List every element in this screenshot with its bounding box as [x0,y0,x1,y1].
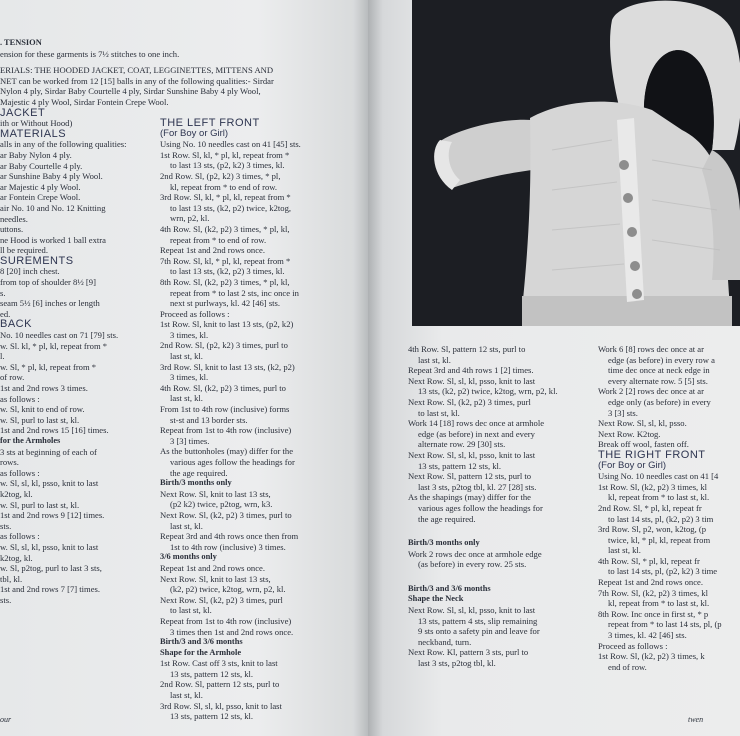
instruction-line: 8th Row. Inc once in first st, * p [598,608,709,619]
instruction-continuation: kl, repeat from * to end of row. [170,181,278,192]
instruction-line: from top of shoulder 8½ [9] [0,277,96,288]
hooded-jacket-photo [412,0,740,326]
instruction-line: ar Baby Courtelle 4 ply. [0,160,83,171]
instruction-line: Repeat 1st and 2nd rows once. [160,245,266,256]
instruction-continuation: various ages follow the headings for [418,502,543,513]
instruction-line: 4th Row. Sl, * pl, kl, repeat fr [598,555,700,566]
instruction-line: Next Row. Sl, sl, kl, psso. [598,418,687,429]
instruction-line: 1st Row. Cast off 3 sts, knit to last [160,658,278,669]
instruction-line: Next Row. Sl, knit to last 13 sts, [160,488,271,499]
instruction-continuation: every alternate row. 5 [5] sts. [608,375,708,386]
left-page [0,0,368,736]
instruction-continuation: edge (as before) in every row a [608,354,715,365]
instruction-line: ne Hood is worked 1 ball extra [0,234,106,245]
instruction-continuation: time dec once at neck edge in [608,365,710,376]
instruction-continuation: to last st, kl. [170,605,212,616]
instruction-line: Proceed as follows : [160,308,230,319]
section-heading: JACKET [0,106,46,119]
instruction-line: Break off wool, fasten off. [598,439,689,450]
instruction-line: ar Fontein Crepe Wool. [0,192,81,203]
instruction-line: 3rd Row. Sl, knit to last 13 sts, (k2, p2) [160,361,295,372]
instruction-continuation: neckband, turn. [418,636,472,647]
section-subheading: (For Boy or Girl) [598,459,667,471]
instruction-continuation: kl, repeat from * to last st, kl. [608,598,710,609]
instruction-line: ar Baby Nylon 4 ply. [0,149,72,160]
instruction-line: Nylon 4 ply, Sirdar Baby Courtelle 4 ply, Sirdar Sunshine Baby 4 ply Wool, [0,86,261,97]
instruction-line: Repeat 3rd and 4th rows once then from [160,531,299,542]
instruction-line: sts. [0,520,12,531]
instruction-continuation: to last 13 sts, (p2, k2) 3 times, kl. [170,160,285,171]
instruction-line: s. [0,287,6,298]
instruction-line: Next Row. Sl, sl, kl, psso, knit to last [408,449,536,460]
instruction-line: Next Row. Sl, (k2, p2) 3 times, purl [408,396,531,407]
spacer [408,524,586,538]
page-number-right: twen [688,715,704,724]
instruction-line: ar Majestic 4 ply Wool. [0,181,81,192]
instruction-line: 4th Row. Sl, pattern 12 sts, purl to [408,344,526,354]
instruction-line: 2nd Row. Sl, * pl, kl, repeat fr [598,502,702,513]
page-number-left: our [0,715,12,724]
instruction-continuation: 9 sts onto a safety pin and leave for [418,626,540,637]
instruction-continuation: edge (as before) in next and every [418,428,535,439]
instruction-continuation: to last 13 sts, (k2, p2) 3 times, kl. [170,266,285,277]
instruction-line: 2nd Row. Sl, (p2, k2) 3 times, purl to [160,340,288,351]
instruction-continuation: to last 13 sts, (k2, p2) twice, k2tog, [170,202,292,213]
right-front-column [598,344,740,672]
instruction-line: Next Row. Sl, (k2, p2) 3 times, purl to [160,509,292,520]
instruction-line: 3rd Row. Sl, kl, * pl, kl, repeat from * [160,192,291,203]
instruction-continuation: 13 sts, (k2, p2) twice, k2tog, wrn, p2, kl. [418,386,558,397]
instruction-continuation: kl, repeat from * to last st, kl. [608,492,710,503]
section-subheading: (For Boy or Girl) [160,127,229,139]
instruction-line: rows. [0,457,19,468]
instruction-continuation: last st, kl. [170,690,203,701]
instruction-continuation: st-st and 13 border sts. [170,414,248,425]
instruction-line: Majestic 4 ply Wool, Sirdar Fontein Crepe Wool. [0,96,169,107]
instruction-line: As the buttonholes (may) differ for the [160,446,294,457]
left-front-column [160,118,338,722]
instruction-line: of row. [0,372,25,383]
instruction-line: No. 10 needles cast on 71 [79] sts. [0,330,119,341]
section-heading: THE RIGHT FRONT [598,448,706,461]
instruction-continuation: 3 times, kl. 42 [46] sts. [608,630,687,641]
instruction-continuation: next st purlways, kl. 42 [46] sts. [170,298,281,309]
instruction-continuation: 3 times, kl. [170,372,209,383]
instruction-continuation: last 3 sts, p2tog tbl, kl. [418,658,496,669]
instruction-line: w. Sl, purl to last st, kl. [0,414,80,425]
instruction-line: 1st and 2nd rows 9 [12] times. [0,510,105,521]
instruction-continuation: end of row. [608,661,647,672]
instruction-line: as follows : [0,531,40,542]
instruction-line: 3 sts at beginning of each of [0,446,97,457]
instruction-line: as follows : [0,467,40,478]
instruction-continuation: 13 sts, pattern 12 sts, kl. [170,711,254,722]
instruction-line: ll be required. [0,245,48,256]
instruction-line: Next Row. Kl, pattern 3 sts, purl to [408,647,529,658]
instruction-continuation: 3 times then 1st and 2nd rows once. [170,626,294,637]
section-heading: SUREMENTS [0,254,74,267]
instruction-line: Repeat from 1st to 4th row (inclusive) [160,615,292,626]
instruction-continuation: last st, kl. [170,520,203,531]
instruction-continuation: last st, kl. [608,545,641,556]
section-heading: THE LEFT FRONT [160,117,260,129]
right-column-left-front-continued [408,344,586,669]
section-heading: MATERIALS [0,127,67,140]
instruction-continuation: the age required. [170,467,228,478]
instruction-line: Next Row. Sl, (k2, p2) 3 times, purl [160,594,283,605]
instruction-continuation: repeat from * to last 14 sts, pl, (p [608,619,722,630]
instruction-continuation: to last 14 sts, pl, (k2, p2) 3 tim [608,513,714,524]
instruction-line: 3rd Row. Sl, sl, kl, psso, knit to last [160,700,282,711]
instruction-line: 1st Row. Sl, kl, * pl, kl, repeat from * [160,149,290,160]
instruction-line: w. Sl, purl to last st, kl. [0,499,80,510]
spacer [408,570,586,584]
instruction-continuation: to last st, kl. [418,407,460,418]
tension-heading: . TENSION [0,38,42,47]
size-heading: 3/6 months only [160,552,217,562]
instruction-line: Next Row. K2tog. [598,428,661,439]
instruction-line: w. Sl, sl, kl, psso, knit to last [0,478,99,489]
instruction-line: ar Sunshine Baby 4 ply Wool. [0,171,103,182]
instruction-continuation: last st, kl. [418,354,451,365]
instruction-line: Work 6 [8] rows dec once at ar [598,344,704,354]
instruction-continuation: edge only (as before) in every [608,396,711,407]
instruction-continuation: to last 14 sts, pl, (p2, k2) 3 time [608,566,718,577]
instruction-line: Work 14 [18] rows dec once at armhole [408,418,545,429]
instruction-continuation: (as before) in every row. 25 sts. [418,559,527,570]
instruction-continuation: (p2 k2) twice, p2tog, wrn, k3. [170,499,273,510]
instruction-line: Next Row. Sl, knit to last 13 sts, [160,573,271,584]
section-heading: BACK [0,318,32,331]
instruction-line: w. Sl. kl, * pl, kl, repeat from * [0,340,108,351]
instruction-continuation: 1st to 4th row (inclusive) 3 times. [170,541,286,552]
instruction-line: sts. [0,594,12,605]
instruction-line: Repeat 1st and 2nd rows once. [160,562,266,573]
right-page [368,0,740,736]
instruction-line: w. Sl, knit to end of row. [0,404,85,415]
instruction-line: 3rd Row. Sl, p2, won, k2tog, (p [598,524,707,535]
instruction-line: 1st and 2nd rows 15 [16] times. [0,425,109,436]
instruction-line: as follows : [0,393,40,404]
instruction-line: alls in any of the following qualities: [0,139,127,150]
instruction-line: k2tog, kl. [0,488,33,499]
instruction-continuation: various ages follow the headings for [170,457,295,467]
instruction-line: 4th Row. Sl, (k2, p2) 3 times, * pl, kl, [160,223,290,234]
shaping-heading: Shape the Neck [408,594,464,604]
instruction-line: uttons. [0,224,24,235]
instruction-continuation: 3 times, kl. [170,329,209,340]
instruction-line: 1st Row. Sl, (k2, p2) 3 times, k [598,651,705,662]
instruction-line: tbl, kl. [0,573,23,584]
instruction-line: Using No. 10 needles cast on 41 [45] sts. [160,139,301,150]
instruction-line: Next Row. Sl, pattern 12 sts, purl to [408,471,532,482]
shaping-heading: Shape for the Armhole [160,647,242,657]
instruction-continuation: the age required. [418,513,476,524]
instruction-line: Repeat 1st and 2nd rows once. [598,577,704,588]
instruction-continuation: 3 [3] times. [170,435,210,446]
instruction-line: 7th Row. Sl, (k2, p2) 3 times, kl [598,587,708,598]
instruction-continuation: wrn, p2, kl. [170,213,210,224]
instruction-line: needles. [0,213,28,224]
instruction-line: w. Sl, sl, kl, psso, knit to last [0,541,99,552]
instruction-line: Using No. 10 needles cast on 41 [4 [598,471,719,482]
instruction-line: As the shapings (may) differ for the [408,492,531,503]
instruction-line: 8 [20] inch chest. [0,266,60,277]
instruction-continuation: repeat from * to end of row. [170,234,267,245]
instruction-line: Repeat 3rd and 4th rows 1 [2] times. [408,365,534,376]
instruction-continuation: last st, kl. [170,351,203,362]
instruction-line: w. Sl, * pl, kl, repeat from * [0,361,97,372]
instruction-line: Work 2 rows dec once at armhole edge [408,548,542,559]
instruction-continuation: 13 sts, pattern 12 sts, kl. [170,668,254,679]
instruction-line: 1st and 2nd rows 3 times. [0,383,88,393]
size-heading: Birth/3 and 3/6 months [160,637,243,647]
instruction-line: 7th Row. Sl, kl, * pl, kl, repeat from * [160,255,291,266]
instruction-continuation: (k2, p2) twice, k2tog, wrn, p2, kl. [170,584,286,595]
instruction-line: 1st Row. Sl, knit to last 13 sts, (p2, k2) [160,319,294,330]
instruction-line: ERIALS: THE HOODED JACKET, COAT, LEGGINETTES, MITTENS AND [0,65,274,76]
size-heading: for the Armholes [0,435,61,445]
instruction-line: 4th Row. Sl, (k2, p2) 3 times, purl to [160,382,286,393]
instruction-line: 8th Row. Sl, (k2, p2) 3 times, * pl, kl, [160,276,290,287]
instruction-line: ed. [0,308,11,319]
instruction-line: air No. 10 and No. 12 Knitting [0,202,106,213]
instruction-line: Work 2 [2] rows dec once at ar [598,386,704,397]
instruction-continuation: 13 sts, pattern 4 sts, slip remaining [418,615,538,626]
instruction-continuation: 3 [3] sts. [608,407,638,418]
instruction-line: w. Sl, p2tog, purl to last 3 sts, [0,563,102,574]
instruction-line: 2nd Row. Sl, (p2, k2) 3 times, * pl, [160,170,281,181]
size-heading: Birth/3 months only [160,478,232,488]
size-heading: Birth/3 and 3/6 months [408,583,491,593]
instruction-line: seam 5½ [6] inches or length [0,298,100,309]
instruction-line: From 1st to 4th row (inclusive) forms [160,404,290,415]
size-heading: Birth/3 months only [408,538,480,548]
instruction-continuation: last st, kl. [170,393,203,404]
instruction-continuation: twice, kl, * pl, kl, repeat from [608,534,711,545]
instruction-continuation: alternate row. 29 [30] sts. [418,439,506,450]
instruction-line: ith or Without Hood) [0,118,73,129]
instruction-continuation: last 3 sts, p2tog tbl, kl. 27 [28] sts. [418,481,537,492]
instruction-line: Next Row. Sl, sl, kl, psso, knit to last [408,605,536,616]
instruction-line: Repeat from 1st to 4th row (inclusive) [160,425,292,436]
instruction-continuation: 13 sts, pattern 12 sts, kl. [418,460,502,471]
instruction-line: l. [0,351,5,362]
instruction-line: 1st and 2nd rows 7 [7] times. [0,584,101,595]
instruction-line: Proceed as follows : [598,640,668,651]
instruction-continuation: repeat from * to last 2 sts, inc once in [170,287,299,298]
instruction-line: Next Row. Sl, sl, kl, psso, knit to last [408,375,536,386]
instruction-line: 2nd Row. Sl, pattern 12 sts, purl to [160,679,280,690]
instruction-line: ension for these garments is 7½ stitches to one inch. [0,48,180,59]
instruction-line: k2tog, kl. [0,552,33,563]
instruction-line: NET can be worked from 12 [15] balls in any of the following qualities:- Sirdar [0,75,274,86]
instruction-line: 1st Row. Sl, (k2, p2) 3 times, kl [598,481,708,492]
hooded-jacket-illustration [412,0,740,326]
